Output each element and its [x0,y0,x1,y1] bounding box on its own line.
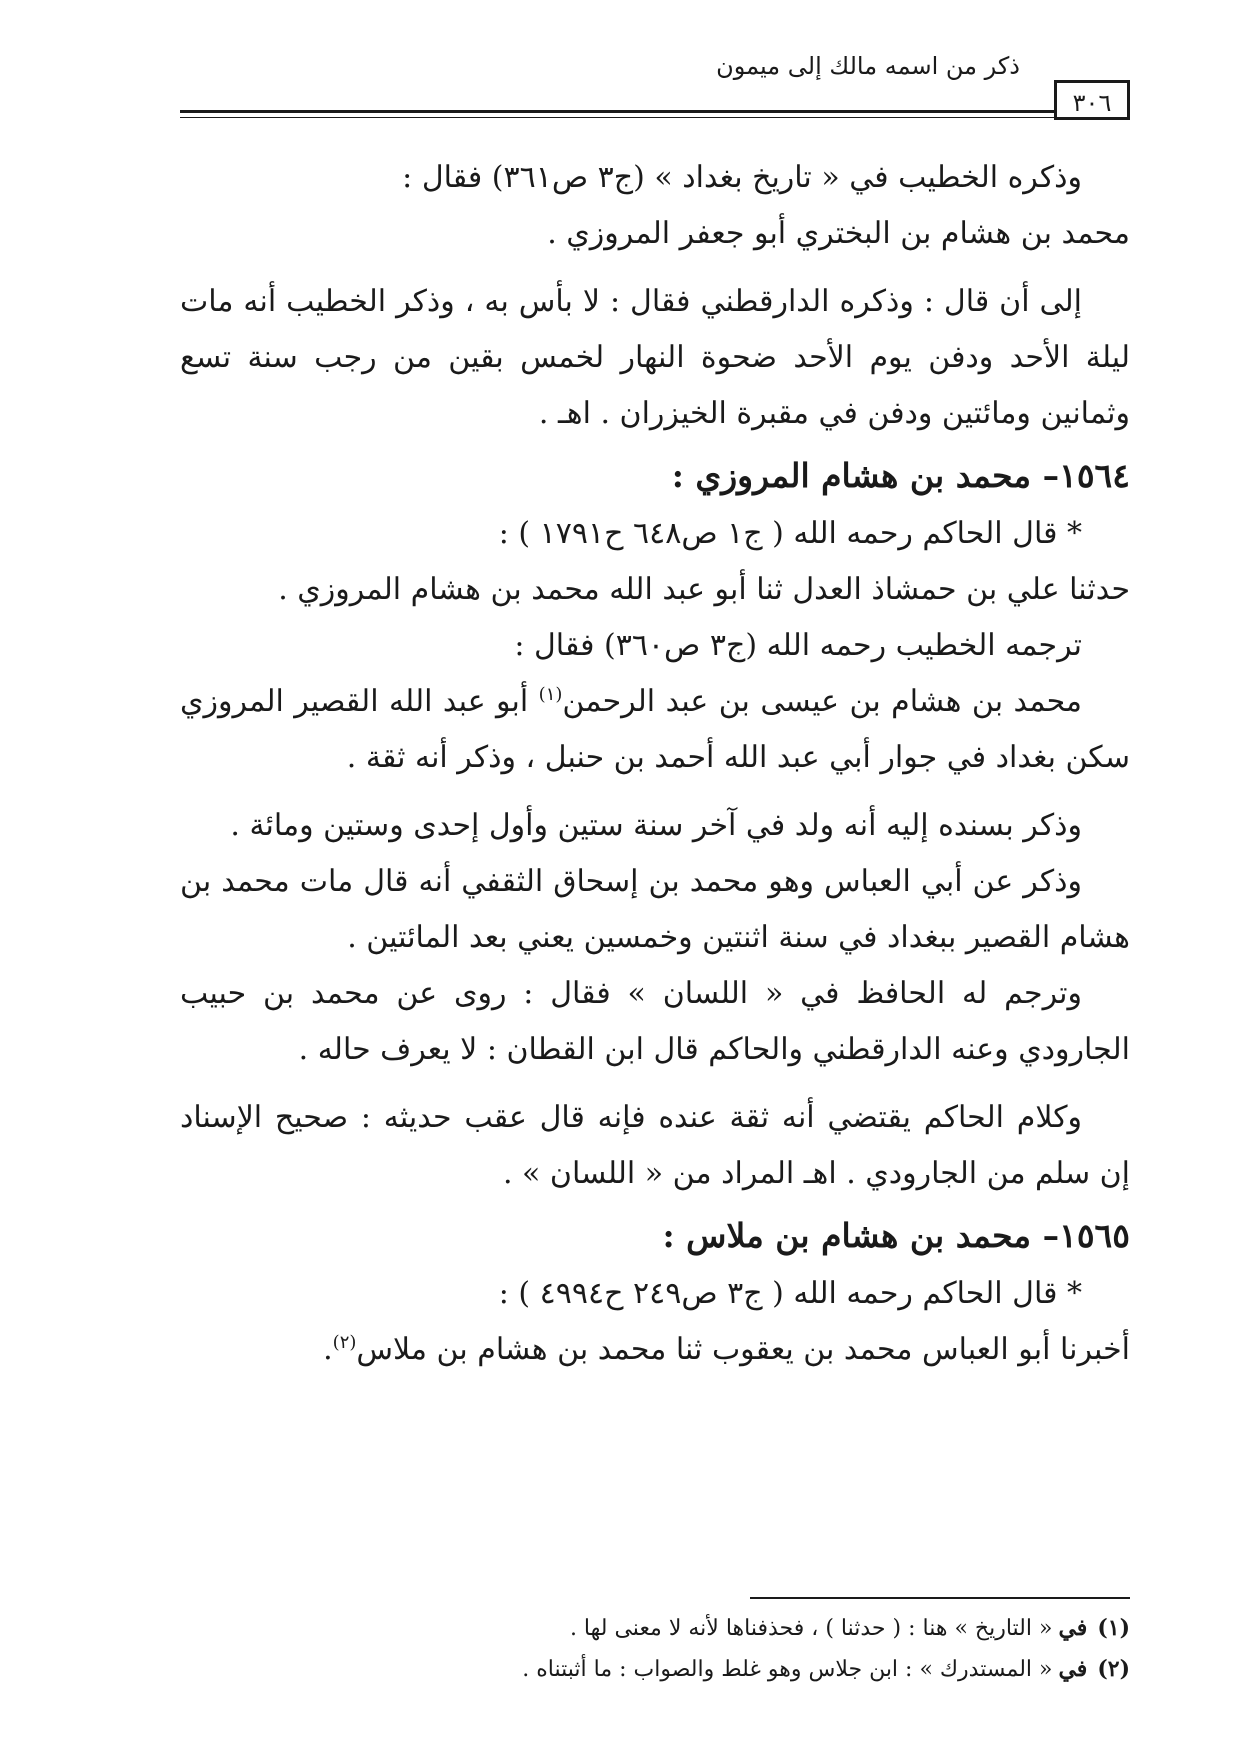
footnote [200,1608,1130,1649]
paragraph: محمد بن هشام بن البختري أبو جعفر المروزي . [547,216,1130,251]
footnote-number: (٢) [1097,1656,1130,1682]
paragraph [180,1322,1130,1378]
footnote-prefix: في [1058,1615,1088,1641]
page-body [180,150,1130,1378]
footnote-marker: (١) [538,684,563,705]
paragraph: * قال الحاكم رحمه الله ( ج٣ ص٢٤٩ ح٤٩٩٤ ) : [498,1276,1082,1311]
footnote-number: (١) [1097,1615,1130,1641]
footnotes [200,1608,1130,1690]
header-rule-thin [180,117,1054,118]
paragraph-text: أخبرنا أبو العباس محمد بن يعقوب ثنا محمد بن هشام بن ملاس [356,1332,1130,1367]
paragraph: ترجمه الخطيب رحمه الله (ج٣ ص٣٦٠) فقال : [514,628,1082,663]
paragraph: وذكر عن أبي العباس وهو محمد بن إسحاق الثقفي أنه قال مات محمد بن هشام القصير ببغداد في سنة اثنتين وخمسين يعني بعد المائتين . [180,864,1130,955]
paragraph: * قال الحاكم رحمه الله ( ج١ ص٦٤٨ ح١٧٩١ ) : [498,516,1082,551]
paragraph: وترجم له الحافظ في « اللسان » فقال : روى عن محمد بن حبيب الجارودي وعنه الدارقطني والحاكم قال ابن القطان : لا يعرف حاله . [180,976,1130,1067]
paragraph: وذكر بسنده إليه أنه ولد في آخر سنة ستين وأول إحدى وستين ومائة . [230,808,1082,843]
footnote [200,1649,1130,1690]
paragraph-text: أبو عبد الله القصير المروزي سكن بغداد في جوار أبي عبد الله أحمد بن حنبل ، وذكر أنه ثقة . [180,684,1130,775]
paragraph: وكلام الحاكم يقتضي أنه ثقة عنده فإنه قال عقب حديثه : صحيح الإسناد إن سلم من الجارودي . اهـ المراد من « اللسان » . [180,1100,1130,1191]
paragraph: وذكره الخطيب في « تاريخ بغداد » (ج٣ ص٣٦١) فقال : [402,160,1082,195]
footnote-prefix: في [1058,1656,1088,1682]
entry-title: ١٥٦٤– محمد بن هشام المروزي : [671,456,1130,495]
running-header [180,52,1130,122]
footnote-text: « التاريخ » هنا : ( حدثنا ) ، فحذفناها لأنه لا معنى لها . [569,1616,1053,1641]
footnote-marker: (٢) [332,1332,357,1353]
paragraph-text: . [323,1332,333,1367]
paragraph-text: محمد بن هشام بن عيسى بن عبد الرحمن [562,684,1082,719]
page-number: ٣٠٦ [1054,80,1130,120]
paragraph: إلى أن قال : وذكره الدارقطني فقال : لا بأس به ، وذكر الخطيب أنه مات ليلة الأحد ودفن يوم الأحد ضحوة النهار لخمس بقين من رجب سنة تسع وثمانين ومائتين ودفن في مقبرة الخيزران . اهـ . [180,284,1130,431]
footnote-text: « المستدرك » : ابن جلاس وهو غلط والصواب : ما أثبتناه . [522,1657,1053,1682]
header-title: ذكر من اسمه مالك إلى ميمون [716,52,1020,80]
paragraph: حدثنا علي بن حمشاذ العدل ثنا أبو عبد الله محمد بن هشام المروزي . [278,572,1130,607]
paragraph [180,674,1130,786]
header-rule [180,110,1054,113]
entry-title: ١٥٦٥– محمد بن هشام بن ملاس : [662,1216,1130,1255]
footnote-separator [750,1597,1130,1599]
